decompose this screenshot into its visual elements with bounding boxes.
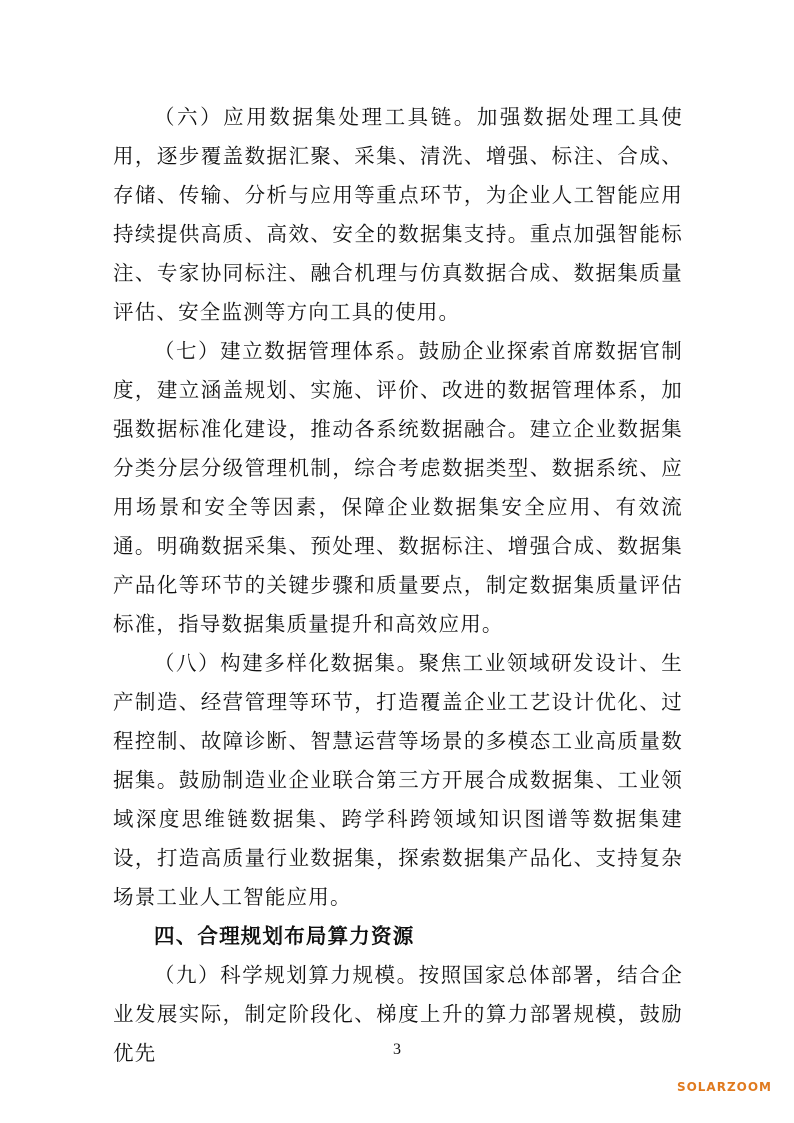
watermark-logo: SOLARZOOM [676, 1080, 772, 1094]
paragraph-7: （七）建立数据管理体系。鼓励企业探索首席数据官制度，建立涵盖规划、实施、评价、改进的数据管理体系，加强数据标准化建设，推动各系统数据融合。建立企业数据集分类分层分级管理机制，综合考虑数据类型、数据系统、应用场景和安全等因素，保障企业数据集安全应用、有效流通。明确数据采集、预处理、数据标注、增强合成、数据集产品化等环节的关键步骤和质量要点，制定数据集质量评估标准，指导数据集质量提升和高效应用。 [113, 339, 683, 636]
paragraph-8: （八）构建多样化数据集。聚焦工业领域研发设计、生产制造、经营管理等环节，打造覆盖企业工艺设计优化、过程控制、故障诊断、智慧运营等场景的多模态工业高质量数据集。鼓励制造业企业联合第三方开展合成数据集、工业领域深度思维链数据集、跨学科跨领域知识图谱等数据集建设，打造高质量行业数据集，探索数据集产品化、支持复杂场景工业人工智能应用。 [113, 651, 683, 909]
page-number: 3 [393, 1041, 401, 1058]
document-body [113, 98, 683, 1073]
paragraph-9: （九）科学规划算力规模。按照国家总体部署，结合企业发展实际，制定阶段化、梯度上升的算力部署规模，鼓励优先 [113, 963, 683, 1065]
section-heading: 四、合理规划布局算力资源 [154, 924, 415, 948]
paragraph-6: （六）应用数据集处理工具链。加强数据处理工具使用，逐步覆盖数据汇聚、采集、清洗、增强、标注、合成、存储、传输、分析与应用等重点环节，为企业人工智能应用持续提供高质、高效、安全的数据集支持。重点加强智能标注、专家协同标注、融合机理与仿真数据合成、数据集质量评估、安全监测等方向工具的使用。 [113, 105, 683, 324]
